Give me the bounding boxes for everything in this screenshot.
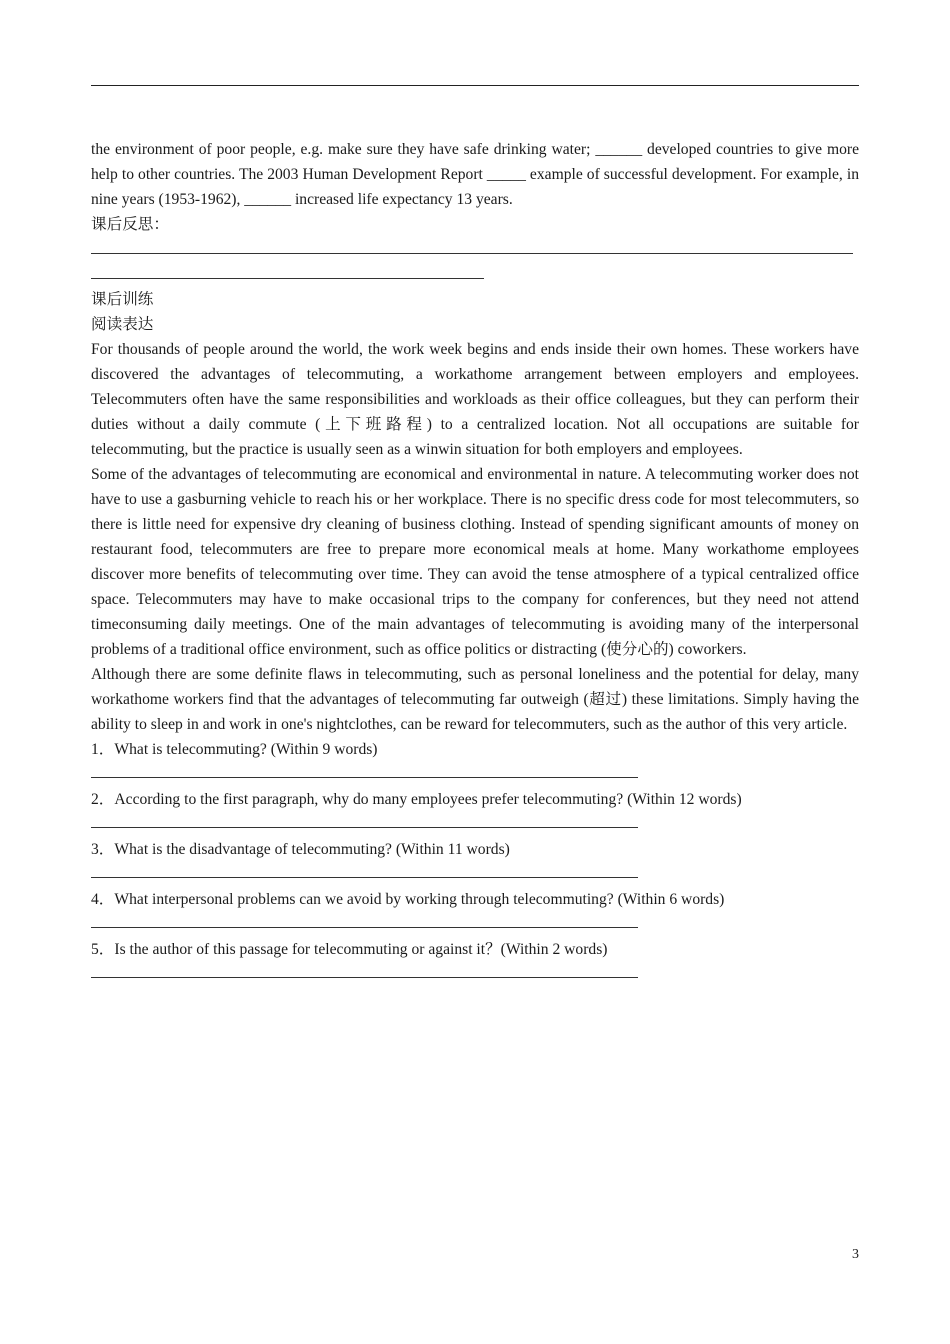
exercise-subheading: 阅读表达 <box>91 316 154 333</box>
passage-paragraph-3: Although there are some definite flaws in telecommuting, such as personal loneliness and the potential for delay, many workathome workers find that the advantages of telecommuting far outweigh (超过) these limitations. Simply having the ability to sleep in and work in one's nightclothes, can be reward for telecommuters, such as the author of this very article. <box>91 666 859 733</box>
document-body <box>91 137 859 987</box>
question-1: 1．What is telecommuting? (Within 9 words) <box>91 741 378 758</box>
passage-paragraph-1: For thousands of people around the world, the work week begins and ends inside their own homes. These workers have discovered the advantages of telecommuting, a workathome arrangement between employers and employees. Telecommuters often have the same responsibilities and workloads as their office colleagues, but they can perform their duties without a daily commute (上下班路程) to a centralized location. Not all occupations are suitable for telecommuting, but the practice is usually seen as a winwin situation for both employers and employees. <box>91 341 859 458</box>
question-4: 4．What interpersonal problems can we avoid by working through telecommuting? (Within 6 words) <box>91 891 725 908</box>
reflection-label: 课后反思： <box>91 216 169 233</box>
exercise-heading: 课后训练 <box>91 291 154 308</box>
answer-line-1[interactable] <box>91 762 859 787</box>
question-5: 5．Is the author of this passage for telecommuting or against it？(Within 2 words) <box>91 941 608 958</box>
answer-line-2[interactable] <box>91 812 859 837</box>
question-3: 3．What is the disadvantage of telecommuting? (Within 11 words) <box>91 841 510 858</box>
page-number: 3 <box>852 1247 859 1262</box>
question-2: 2．According to the first paragraph, why do many employees prefer telecommuting? (Within 12 words) <box>91 791 742 808</box>
reflection-answer-line-2[interactable] <box>91 262 859 287</box>
reflection-answer-line-1[interactable] <box>91 237 859 262</box>
answer-line-4[interactable] <box>91 912 859 937</box>
passage-paragraph-2: Some of the advantages of telecommuting are economical and environmental in nature. A telecommuting worker does not have to use a gasburning vehicle to reach his or her workplace. There is no specific dress code for most telecommuters, so there is little need for expensive dry cleaning of business clothing. Instead of spending significant amounts of money on restaurant food, telecommuters are free to prepare more economical meals at home. Many workathome employees discover more benefits of telecommuting over time. They can avoid the tense atmosphere of a typical centralized office space. Telecommuters may have to make occasional trips to the company for conferences, but they need not attend timeconsuming daily meetings. One of the main advantages of telecommuting is avoiding many of the interpersonal problems of a traditional office environment, such as office politics or distracting (使分心的) coworkers. <box>91 466 859 658</box>
intro-paragraph: the environment of poor people, e.g. make sure they have safe drinking water; ______ developed countries to give more help to other countries. The 2003 Human Development Report _____ example of successful development. For example, in nine years (1953-1962), ______ increased life expectancy 13 years. <box>91 141 859 208</box>
answer-line-3[interactable] <box>91 862 859 887</box>
answer-line-5[interactable] <box>91 962 859 987</box>
header-rule <box>91 85 859 86</box>
